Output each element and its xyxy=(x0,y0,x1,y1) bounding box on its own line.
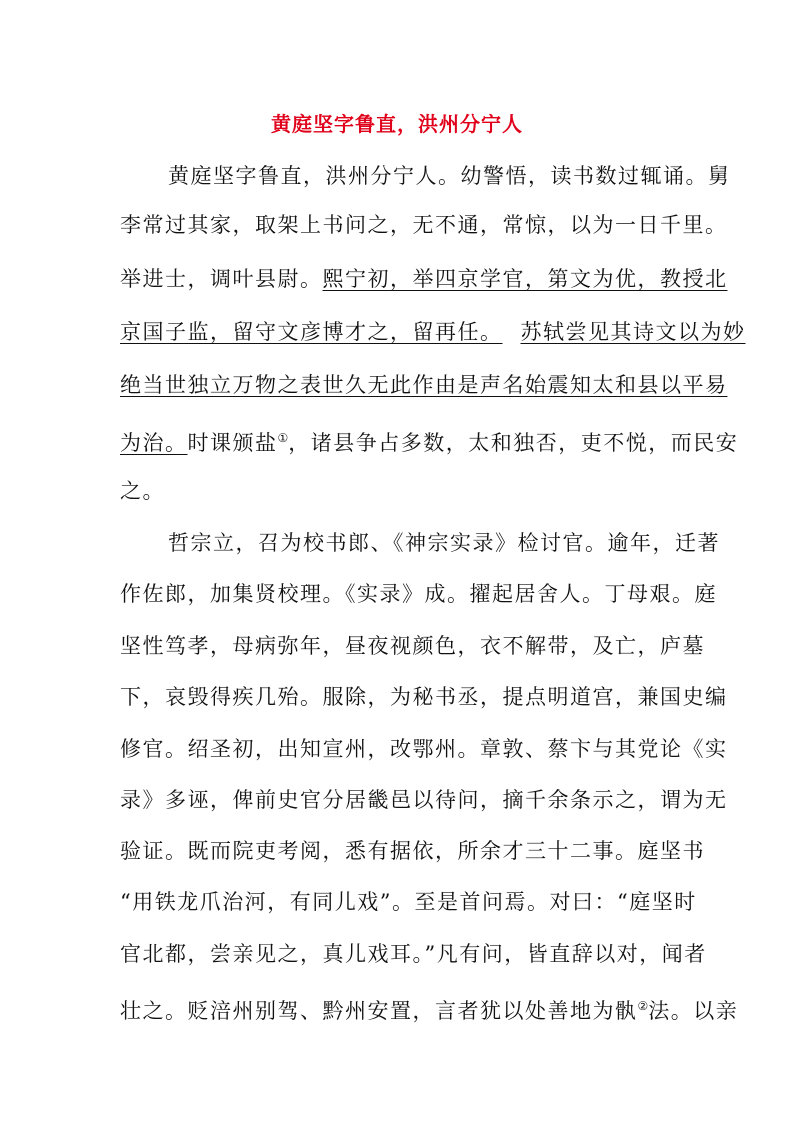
underlined-text: 苏轼尝见其诗文以为妙 xyxy=(520,320,746,344)
paragraph-2-line-1: 哲宗立，召为校书郎、《神宗实录》检讨官。逾年，迁著 xyxy=(168,531,720,555)
paragraph-2-line-6: 录》多诬，俾前史官分居畿邑以待问，摘千余条示之，谓为无 xyxy=(120,788,728,812)
paragraph-2-line-5: 修官。绍圣初，出知宣州，改鄂州。章敦、蔡卞与其党论《实 xyxy=(120,737,728,761)
footnote-marker-2: ② xyxy=(637,999,649,1013)
footnote-marker-1: ① xyxy=(277,431,289,445)
underlined-text: 京国子监，留守文彦博才之，留再任。 xyxy=(120,320,503,344)
paragraph-2-line-8: “用铁龙爪治河，有同儿戏”。至是首问焉。对曰：“庭坚时 xyxy=(120,890,697,914)
underlined-text: 为治。 xyxy=(120,431,188,455)
paragraph-1-line-3 xyxy=(120,265,728,293)
paragraph-1-line-2: 李常过其家，取架上书问之，无不通，常惊，以为一日千里。 xyxy=(120,213,728,237)
paragraph-2-line-9: 官北都，尝亲见之，真儿戏耳。”凡有问，皆直辞以对，闻者 xyxy=(120,942,707,966)
line-text: ，诸县争占多数，太和独否，吏不悦，而民安 xyxy=(288,431,739,455)
paragraph-1-line-4 xyxy=(120,318,746,346)
paragraph-2-line-4: 下，哀毁得疾几殆。服除，为秘书丞，提点明道宫，兼国史编 xyxy=(120,685,728,709)
document-title: 黄庭坚字鲁直，洪州分宁人 xyxy=(271,112,523,136)
paragraph-2-line-3: 坚性笃孝，母病弥年，昼夜视颜色，衣不解带，及亡，庐墓 xyxy=(120,634,705,658)
paragraph-1-line-6 xyxy=(120,424,738,457)
paragraph-1-line-1: 黄庭坚字鲁直，洪州分宁人。幼警悟，读书数过辄诵。舅 xyxy=(168,164,731,188)
paragraph-2-line-10 xyxy=(120,992,738,1025)
line-text: 时课颁盐 xyxy=(187,431,278,455)
line-text: 壮之。贬涪州别驾、黔州安置，言者犹以处善地为骫 xyxy=(120,999,638,1023)
paragraph-1-line-5: 绝当世独立万物之表世久无此作由是声名始震知太和县以平易 xyxy=(120,373,728,397)
paragraph-2-line-2: 作佐郎，加集贤校理。《实录》成。擢起居舍人。丁母艰。庭 xyxy=(120,582,717,606)
line-text: 法。以亲 xyxy=(648,999,739,1023)
underlined-text: 熙宁初，举四京学官，第文为优，教授北 xyxy=(322,267,728,291)
paragraph-1-line-7: 之。 xyxy=(120,479,165,503)
paragraph-2-line-7: 验证。既而院吏考阅，悉有据依，所余才三十二事。庭坚书 xyxy=(120,839,705,863)
line-text: 举进士，调叶县尉。 xyxy=(120,267,323,291)
